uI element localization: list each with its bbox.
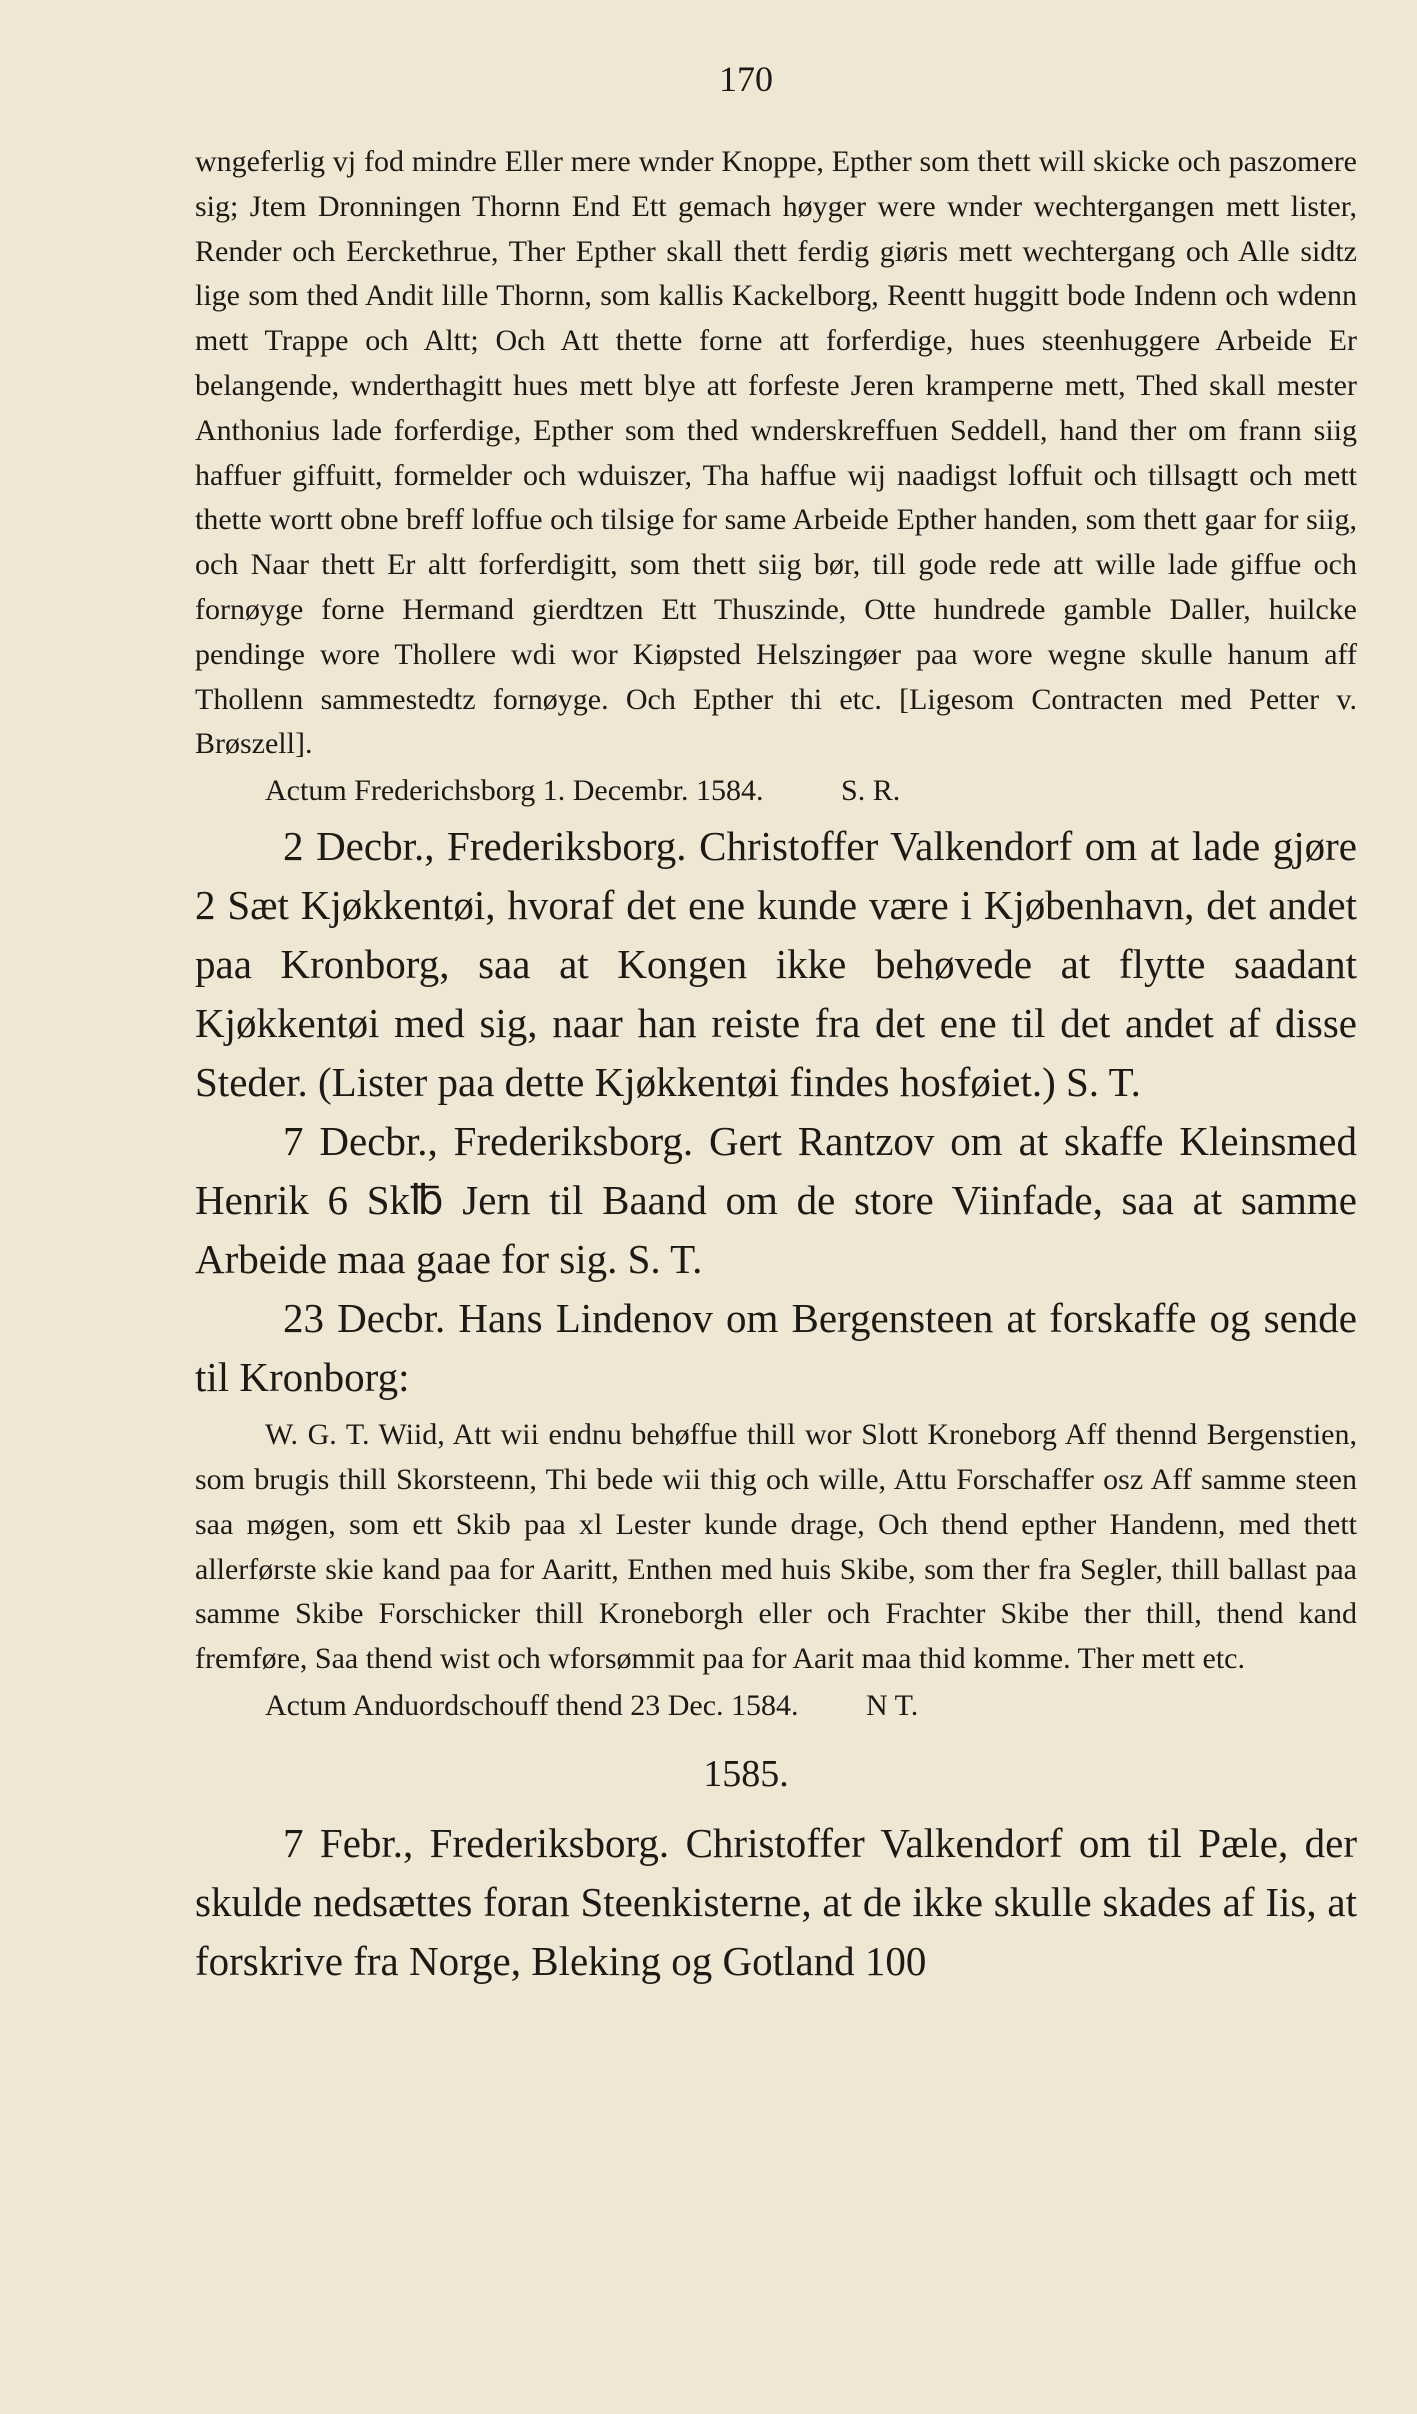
entry-23-decbr: 23 Decbr. Hans Lindenov om Bergensteen at forskaffe og sende til Kronborg: — [195, 1295, 1357, 1401]
actum-line-2 — [265, 1684, 1357, 1728]
entry-2-decbr: 2 Decbr., Frederiksborg. Christoffer Valkendorf om at lade gjøre 2 Sæt Kjøkkentøi, hvoraf det ene kunde være i Kjøbenhavn, det andet paa Kronborg, saa at Kongen ikke behøvede at flytte saadant Kjøkkentøi med sig, naar han reiste fra det ene til det andet af disse Steder. (Lister paa dette Kjøkkentøi findes hosføiet.) S. T. — [195, 823, 1357, 1106]
actum-line-1 — [265, 769, 1357, 813]
actum-signature: N T. — [866, 1688, 919, 1722]
year-heading: 1585. — [703, 1752, 789, 1795]
entry-7-decbr: 7 Decbr., Frederiksborg. Gert Rantzov om at skaffe Kleinsmed Henrik 6 Sk℔ Jern til Baand om de store Viinfade, saa at samme Arbeide maa gaae for sig. S. T. — [195, 1118, 1357, 1283]
actum-signature: S. R. — [841, 774, 901, 808]
entry-7-febr: 7 Febr., Frederiksborg. Christoffer Valkendorf om til Pæle, der skulde nedsættes foran Steenkisterne, at de ikke skulle skades af Iis, at forskrive fra Norge, Bleking og Gotland 100 — [195, 1819, 1357, 1984]
page-number: 170 — [719, 59, 773, 99]
letter-continuation: wngeferlig vj fod mindre Eller mere wnder Knoppe, Epther som thett will skicke och paszomere sig; Jtem Dronningen Thornn End Ett gemach høyger were wnder wechtergangen mett lister, Render och Eerckethrue, Ther Epther skall thett ferdig giøris mett wechtergang och Alle sidtz lige som thed Andit lille Thornn, som kallis Kackelborg, Reentt huggitt bode Indenn och wdenn mett Trappe och Altt; Och Att thette forne att forferdige, hues steenhuggere Arbeide Er belangende, wnderthagitt hues mett blye att forfeste Jeren kramperne mett, Thed skall mester Anthonius lade forferdige, Epther som thed wnderskreffuen Seddell, hand ther om frann siig haffuer giffuitt, formelder och wduiszer, Tha haffue wij naadigst loffuit och tillsagtt och mett thette wortt obne breff loffue och tilsige for same Arbeide Epther handen, som thett gaar for siig, och Naar thett Er altt forferdigitt, som thett siig bør, till gode rede att wille lade giffue och fornøyge forne Hermand gierdtzen Ett Thuszinde, Otte hundrede gamble Daller, huilcke pendinge wore Thollere wdi wor Kiøpsted Helszingøer paa wore wegne skulle hanum aff Thollenn sammestedtz fornøyge. Och Epther thi etc. [Ligesom Contracten med Petter v. Brøszell]. — [195, 145, 1357, 761]
letter-bergensteen: W. G. T. Wiid, Att wii endnu behøffue thill wor Slott Kroneborg Aff thennd Bergenstien, som brugis thill Skorsteenn, Thi bede wii thig och wille, Attu Forschaffer osz Aff samme steen saa møgen, som ett Skib paa xl Lester kunde drage, Och thend epther Handenn, med thett allerførste skie kand paa for Aaritt, Enthen med huis Skibe, som ther fra Segler, thill ballast paa samme Skibe Forschicker thill Kroneborgh eller och Frachter Skibe ther thill, thend kand fremføre, Saa thend wist och wforsømmit paa for Aarit maa thid komme. Ther mett etc. — [195, 1418, 1357, 1676]
actum-text: Actum Frederichsborg 1. Decembr. 1584. — [265, 774, 764, 808]
actum-text: Actum Anduordschouff thend 23 Dec. 1584. — [265, 1688, 799, 1722]
